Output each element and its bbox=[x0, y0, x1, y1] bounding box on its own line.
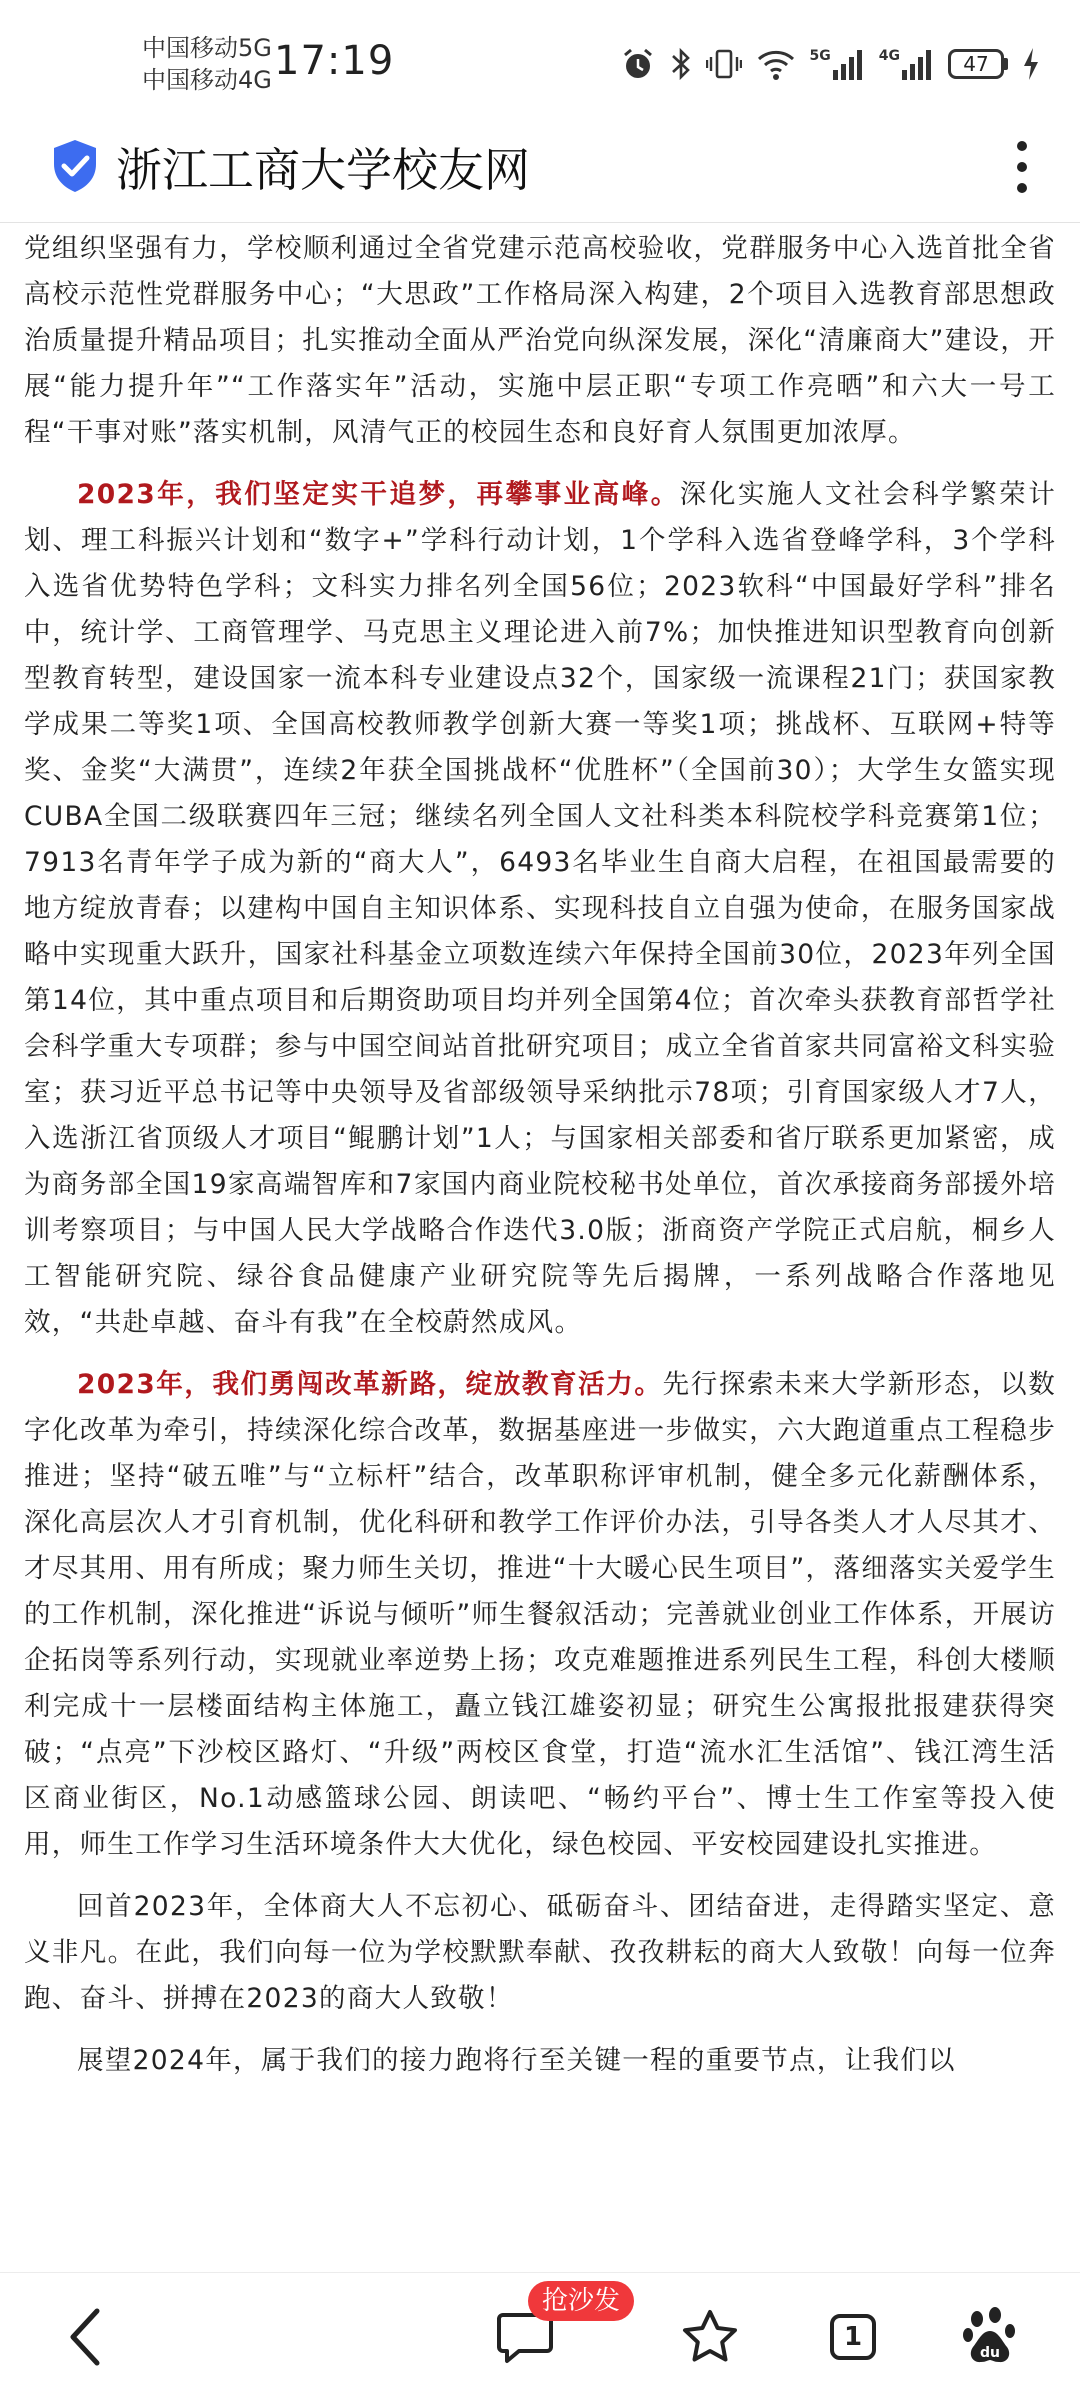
more-options-icon[interactable] bbox=[1010, 134, 1034, 204]
baidu-paw-icon bbox=[962, 2307, 1018, 2367]
comment-badge[interactable]: 抢沙发 bbox=[528, 2281, 634, 2321]
signal-4g-icon bbox=[879, 46, 934, 82]
article-paragraph-1: 党组织坚强有力，学校顺利通过全省党建示范高校验收，党群服务中心入选首批全省高校示范性党群服务中心；“大思政”工作格局深入构建，2个项目入选教育部思想政治质量提升精品项目；扎实推动全面从严治党向纵深发展，深化“清廉商大”建设，开展“能力提升年”“工作落实年”活动，实施中层正职“专项工作亮晒”和六大一号工程“干事对账”落实机制，风清气正的校园生态和良好育人氛围更加浓厚。 bbox=[24, 233, 1056, 448]
alarm-icon bbox=[620, 46, 656, 82]
baidu-button[interactable] bbox=[945, 2273, 1035, 2401]
bluetooth-icon bbox=[670, 46, 692, 82]
status-icons bbox=[620, 42, 1040, 86]
star-icon bbox=[680, 2307, 740, 2367]
bottom-toolbar bbox=[0, 2272, 1080, 2401]
article-body bbox=[24, 226, 1056, 2271]
article-paragraph-3 bbox=[24, 1362, 1056, 1868]
favorite-button[interactable] bbox=[665, 2273, 755, 2401]
charging-icon bbox=[1022, 47, 1040, 81]
paragraph-3-heading: 2023年，我们勇闯改革新路，绽放教育活力。 bbox=[77, 1369, 663, 1400]
article-paragraph-4: 回首2023年，全体商大人不忘初心、砥砺奋斗、团结奋进，走得踏实坚定、意义非凡。在此，我们向每一位为学校默默奉献、孜孜耕耘的商大人致敬！向每一位奔跑、奋斗、拼搏在2023的商大人致敬！ bbox=[24, 1891, 1056, 2014]
article-paragraph-2 bbox=[24, 472, 1056, 1346]
paragraph-2-text: 深化实施人文社会科学繁荣计划、理工科振兴计划和“数字+”学科行动计划，1个学科入选省登峰学科，3个学科入选省优势特色学科；文科实力排名列全国56位；2023软科“中国最好学科”排名中，统计学、工商管理学、马克思主义理论进入前7%；加快推进知识型教育向创新型教育转型，建设国家一流本科专业建设点32个，国家级一流课程21门；获国家教学成果二等奖1项、全国高校教师教学创新大赛一等奖1项；挑战杯、互联网+特等奖、金奖“大满贯”，连续2年获全国挑战杯“优胜杯”（全国前30）；大学生女篮实现CUBA全国二级联赛四年三冠；继续名列全国人文社科类本科院校学科竞赛第1位；7913名青年学子成为新的“商大人”，6493名毕业生自商大启程，在祖国最需要的地方绽放青春；以建构中国自主知识体系、实现科技自立自强为使命，在服务国家战略中实现重大跃升，国家社科基金立项数连续六年保持全国前30位，2023年列全国第14位，其中重点项目和后期资助项目均并列全国第4位；首次牵头获教育部哲学社会科学重大专项群；参与中国空间站首批研究项目；成立全省首家共同富裕文科实验室；获习近平总书记等中央领导及省部级领导采纳批示78项；引育国家级人才7人，入选浙江省顶级人才项目“鲲鹏计划”1人；与国家相关部委和省厅联系更加紧密，成为商务部全国19家高端智库和7家国内商业院校秘书处单位，首次承接商务部援外培训考察项目；与中国人民大学战略合作迭代3.0版；浙商资产学院正式启航，桐乡人工智能研究院、绿谷食品健康产业研究院等先后揭牌，一系列战略合作落地见效，“共赴卓越、奋斗有我”在全校蔚然成风。 bbox=[24, 479, 1056, 1338]
page-title: 浙江工商大学校友网 bbox=[116, 143, 530, 197]
carrier-1: 中国移动5G bbox=[142, 34, 272, 62]
carrier-2: 中国移动4G bbox=[142, 66, 272, 94]
paragraph-3-text: 先行探索未来大学新形态，以数字化改革为牵引，持续深化综合改革，数据基座进一步做实，六大跑道重点工程稳步推进；坚持“破五唯”与“立标杆”结合，改革职称评审机制，健全多元化薪酬体系，深化高层次人才引育机制，优化科研和教学工作评价办法，引导各类人才人尽其才、才尽其用、用有所成；聚力师生关切，推进“十大暖心民生项目”，落细落实关爱学生的工作机制，深化推进“诉说与倾听”师生餐叙活动；完善就业创业工作体系，开展访企拓岗等系列行动，实现就业率逆势上扬；攻克难题推进系列民生工程，科创大楼顺利完成十一层楼面结构主体施工，矗立钱江雄姿初显；研究生公寓报批报建获得突破；“点亮”下沙校区路灯、“升级”两校区食堂，打造“流水汇生活馆”、钱江湾生活区商业街区，No.1动感篮球公园、朗读吧、“畅约平台”、博士生工作室等投入使用，师生工作学习生活环境条件大大优化，绿色校园、平安校园建设扎实推进。 bbox=[24, 1369, 1056, 1860]
back-icon bbox=[65, 2307, 105, 2367]
verified-shield-icon bbox=[50, 138, 100, 198]
tabs-button[interactable] bbox=[808, 2273, 898, 2401]
back-button[interactable] bbox=[40, 2273, 130, 2401]
clock: 17:19 bbox=[274, 38, 395, 84]
battery-icon bbox=[948, 49, 1008, 79]
article-paragraph-5: 展望2024年，属于我们的接力跑将行至关键一程的重要节点，让我们以 bbox=[77, 2045, 956, 2076]
signal-5g-icon bbox=[810, 46, 865, 82]
paragraph-2-heading: 2023年，我们坚定实干追梦，再攀事业高峰。 bbox=[77, 479, 680, 510]
tabs-icon: 1 bbox=[830, 2314, 876, 2360]
net-label-2: 4G bbox=[878, 48, 900, 64]
wifi-icon bbox=[756, 46, 796, 82]
vibrate-icon bbox=[706, 46, 742, 82]
header-divider bbox=[0, 222, 1080, 223]
net-label-1: 5G bbox=[809, 48, 831, 64]
carrier-info bbox=[142, 32, 272, 96]
battery-level: 47 bbox=[948, 49, 1004, 79]
app-header bbox=[0, 130, 1080, 222]
status-bar bbox=[0, 0, 1080, 130]
svg-text:du: du bbox=[980, 2345, 1000, 2361]
